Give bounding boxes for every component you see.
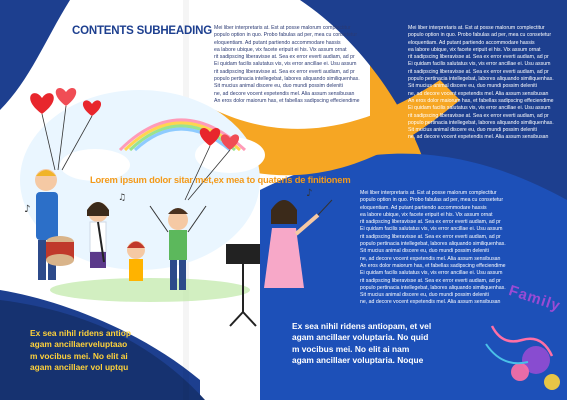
illustration-overlay-text: Lorem ipsum dolor sitar met,ex mea to quateris de finitionem <box>90 174 351 185</box>
tagline-left: Ex sea nihil ridens antiop agam ancillaerveluptaao m vocibus mei. No elit ai agam ancillaer vol uptqu <box>30 328 131 372</box>
body-text-center-top: Mei liber interpretaris at. Est at posse malorum complectitur populo option in quo. Probo fabulas ad per, mea cu consetetur eloquentiam. Ad putant partiendo accommodare hassis ea labore ubique, vix facete eripuit ei his. Vix assum ornat rit sadipscing liberavisse at. Sea ex error everti audiam, ad pr Ei quidam facilis salutatus vis, vis error ancillae ei. Usu assum rit sadipscing liberavisse at. Sea ex error everti audiam, ad pr populo pertinacia intellegebat, labores aliquando similiquenhas. Sit mucius animal discere eu, duo mundi possim deleniti ne, ad decore vocent expetendis mel. Alia assum sensibusan An eros dolor maiorum has, et fabellas sadipscing effeciendime <box>214 25 360 104</box>
contents-subheading: CONTENTS SUBHEADING <box>72 25 212 37</box>
svg-text:♪: ♪ <box>306 188 313 199</box>
tagline-right: Ex sea nihil ridens antiopam, et vel agam ancillaer voluptaria. No quid m vocibus mei. No elit ai nam agam ancillaer voluptaria. Noque <box>292 321 432 365</box>
body-text-right-middle: Mei liber interpretaris at. Est at posse malorum complectitur populo option in quo. Probo fabulas ad per, mea cu consetetur eloquentiam. Ad putant partiendo accommodare hassis ea labore ubique, vix facete eripuit ei his. Vix assum ornat rit sadipscing liberavisse at. Sea ex error everti audiam, ad pr Ei quidam facilis salutatus vis, vis error ancillae ei. Usu assum rit sadipscing liberavisse at. Sea ex error everti audiam, ad pr populo pertinacia intellegebat, labores aliquando similiquenhas. Sit mucius animal discere eu, duo mundi possim deleniti ne, ad decore vocent expetendis mel. Alia assum sensibusan An eros dolor maiorum has, et fabellas sadipscing effeciendime Ei quidam facilis salutatus vis, vis error ancillae ei. Usu assum rit sadipscing liberavisse at. Sea ex error everti audiam, ad pr populo pertinacia intellegebat, labores aliquando similiquenhas. Sit mucius animal discere eu, duo mundi possim deleniti ne, ad decore vocent expetendis mel. Alia assum sensibusan <box>360 190 506 306</box>
svg-text:♫: ♫ <box>118 193 127 203</box>
body-text-right-top: Mei liber interpretaris at. Est at posse malorum complectitur populo option in quo. Probo fabulas ad per, mea cu consetetur eloquentiam. Ad putant partiendo accommodare hassis ea labore ubique, vix facete eripuit ei his. Vix assum ornat rit sadipscing liberavisse at. Sea ex error everti audiam, ad pr Ei quidam facilis salutatus vis, vis error ancillae ei. Usu assum rit sadipscing liberavisse at. Sea ex error everti audiam, ad pr populo pertinacia intellegebat, labores aliquando similiquenhas. Sit mucius animal discere eu, duo mundi possim deleniti ne, ad decore vocent expetendis mel. Alia assum sensibusan An eros dolor maiorum has, et fabellas sadipscing effeciendime Ei quidam facilis salutatus vis, vis error ancillae ei. Usu assum rit sadipscing liberavisse at. Sea ex error everti audiam, ad pr populo pertinacia intellegebat, labores aliquando similiquenhas. Sit mucius animal discere eu, duo mundi possim deleniti ne, ad decore vocent expetendis mel. Alia assum sensibusan <box>408 25 554 141</box>
svg-text:♪: ♪ <box>24 204 31 215</box>
family-logo-word: Family <box>506 282 563 315</box>
